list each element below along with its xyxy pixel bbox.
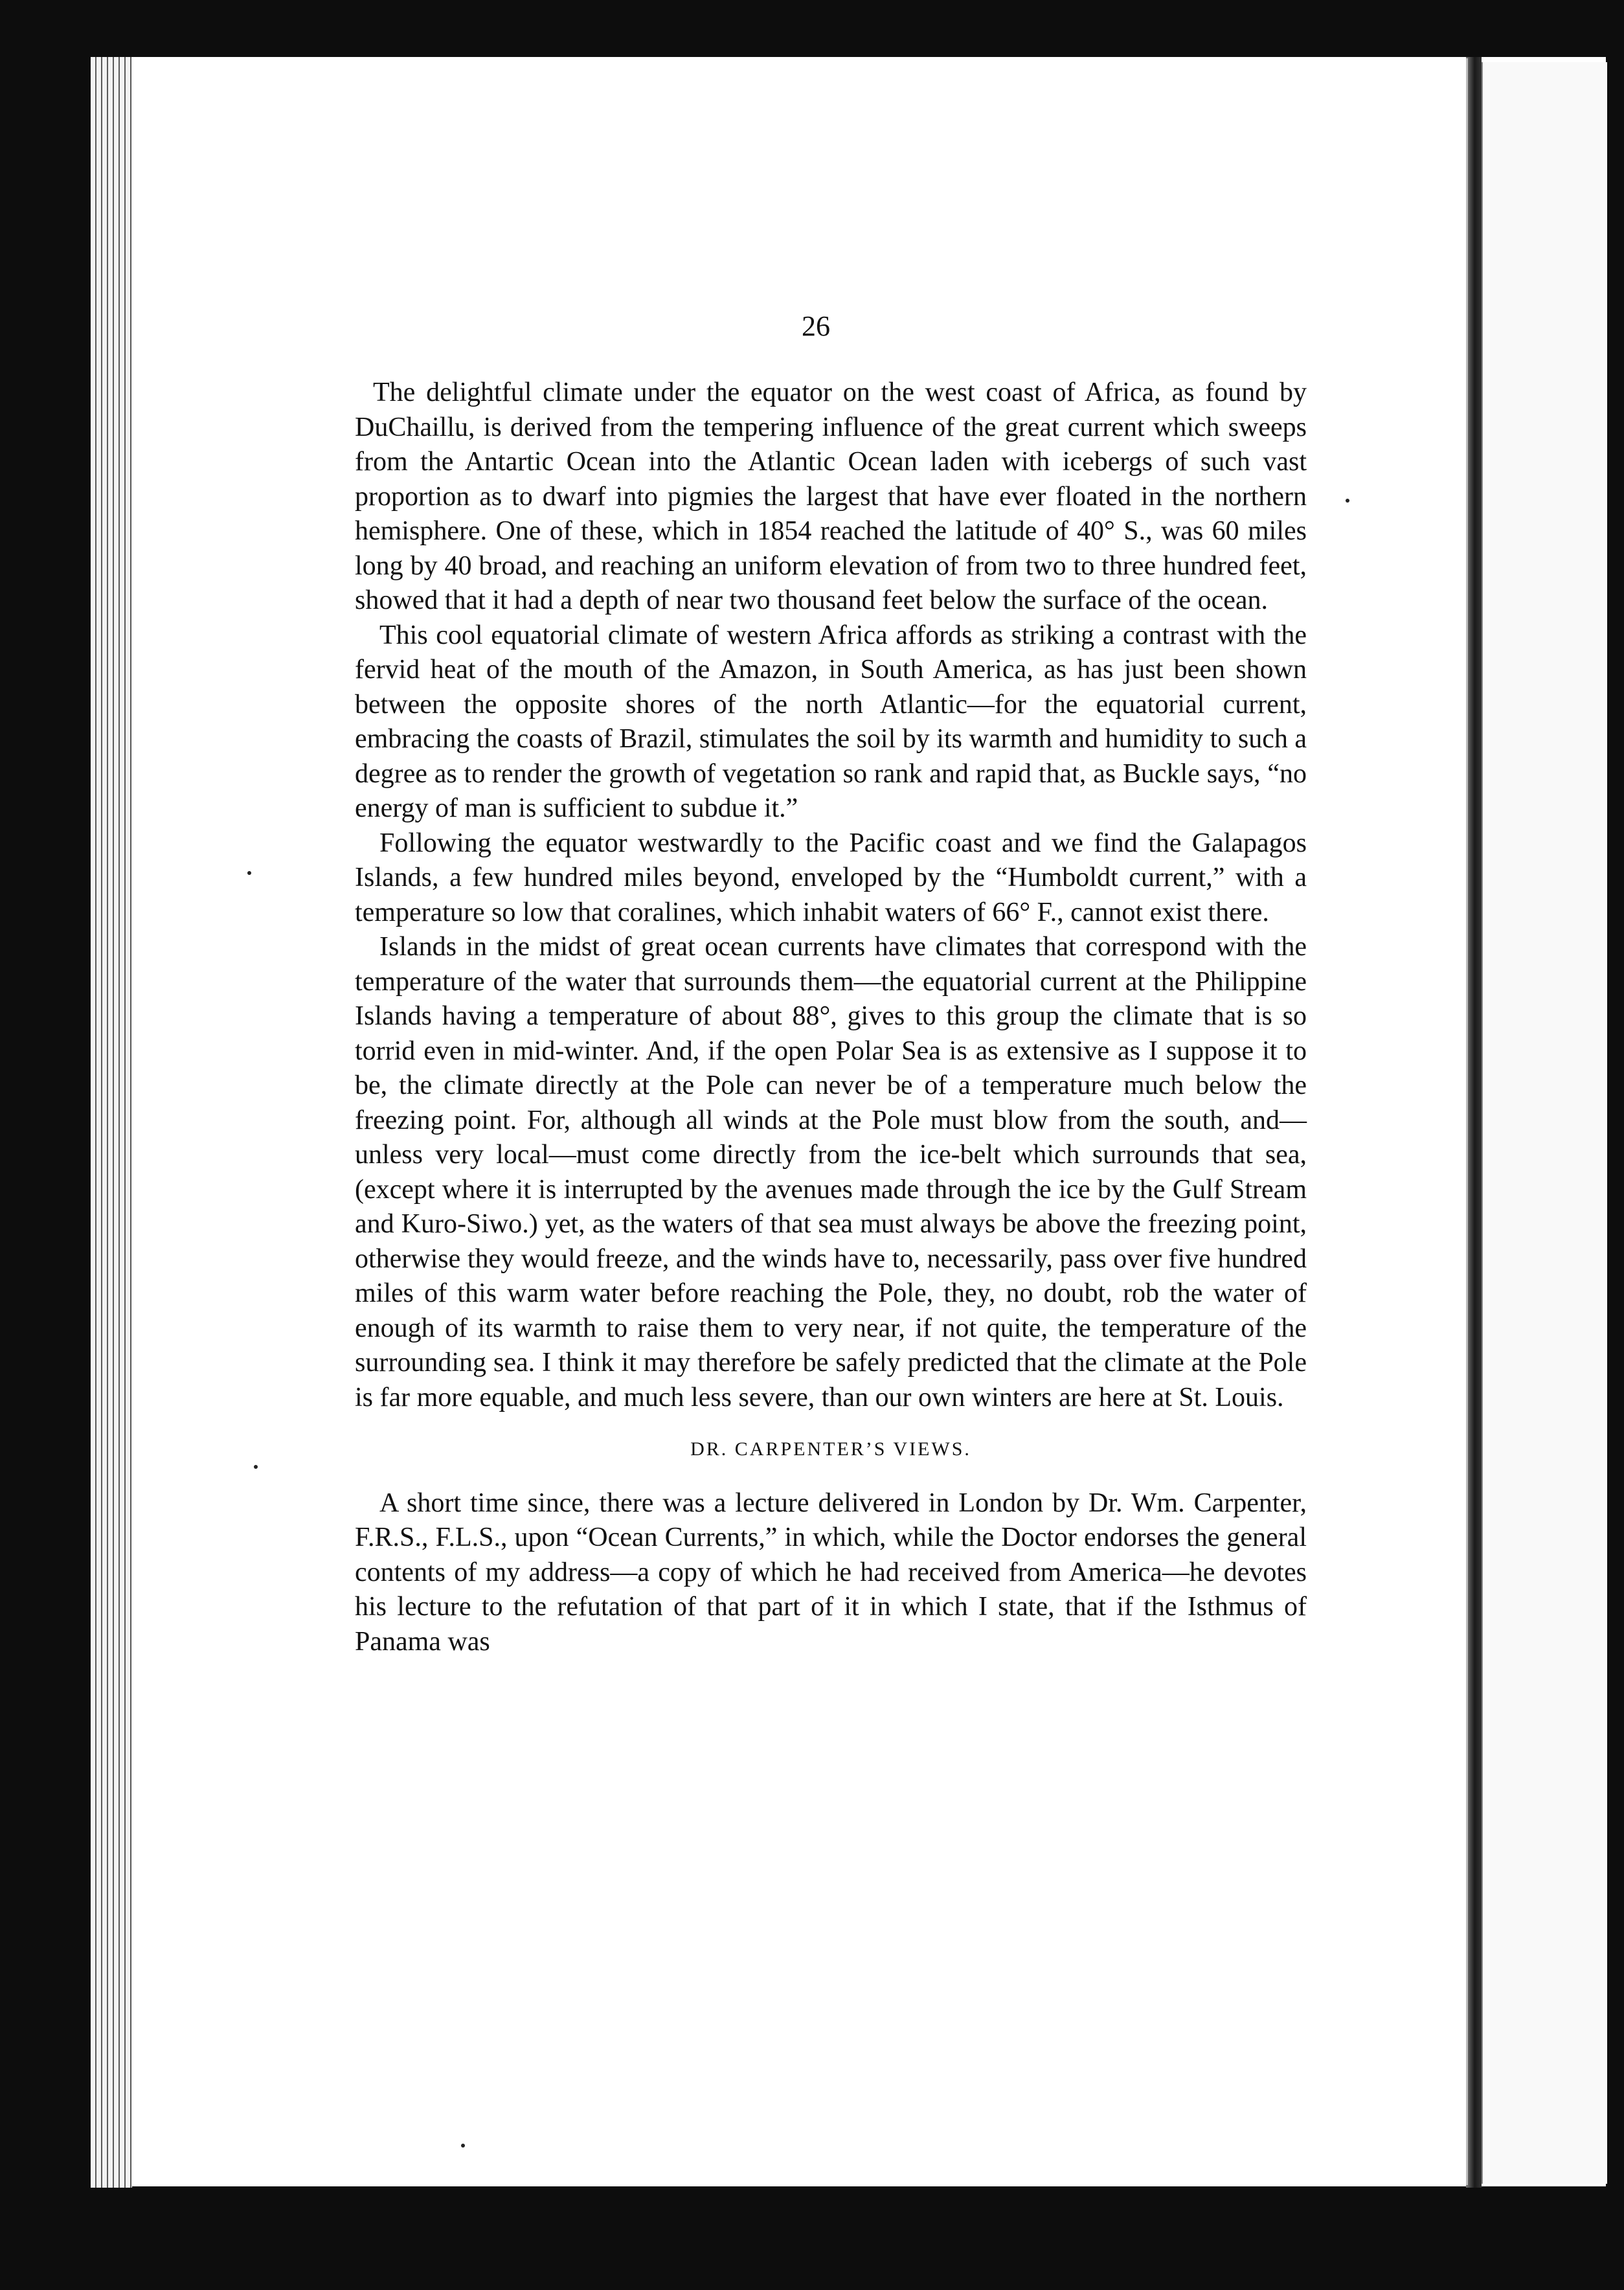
- scan-border-top: [0, 0, 1624, 57]
- page-number: 26: [802, 310, 830, 342]
- scan-speck: [461, 2144, 465, 2148]
- paragraph: A short time since, there was a lecture delivered in London by Dr. Wm. Carpenter, F.R.S., F.L.S., upon “Ocean Currents,” in which, while the Doctor endorses the general contents of my address—a copy of which he had received from America—he devotes his lecture to the refutation of that part of it in which I state, that if the Isthmus of Panama was: [355, 1488, 1307, 1657]
- paragraph: This cool equatorial climate of western Africa affords as striking a contrast with the fervid heat of the mouth of the Amazon, in South America, as has just been shown between the opposite shores of the north Atlantic—for the equatorial current, embracing the coasts of Brazil, stimulates the soil by its warmth and humidity to such a degree as to render the growth of vegetation so rank and rapid that, as Buckle says, “no energy of man is sufficient to subdue it.”: [355, 620, 1307, 823]
- scan-speck: [247, 871, 251, 875]
- scan-border-bottom: [0, 2186, 1624, 2290]
- paragraph: Islands in the midst of great ocean currents have climates that correspond with the temperature of the water that surrounds them—the equatorial current at the Philippine Islands having a temperature of about 88°, gives to this group the climate that is so torrid even in mid-winter. And, if the open Polar Sea is as extensive as I suppose it to be, the climate directly at the Pole can never be of a temperature much below the freezing point. For, although all winds at the Pole must blow from the south, and—unless very local—must come directly from the ice-belt which surrounds that sea, (except where it is interrupted by the avenues made through the ice by the Gulf Stream and Kuro-Siwo.) yet, as the waters of that sea must always be above the freezing point, otherwise they would freeze, and the winds have to, necessarily, pass over five hundred miles of this warm water before reaching the Pole, they, no doubt, rob the water of enough of its warmth to raise them to very near, if not quite, the temperature of the surrounding sea. I think it may therefore be safely predicted that the climate at the Pole is far more equable, and much less severe, than our own winters are here at St. Louis.: [355, 932, 1307, 1412]
- book-gutter: [1466, 57, 1482, 2188]
- page-body: [355, 376, 1307, 1659]
- book-page-edges: [91, 57, 132, 2188]
- scan-border-right: [1606, 0, 1624, 2290]
- scan-speck: [254, 1465, 258, 1469]
- scan-speck: [1346, 499, 1349, 503]
- paragraph: The delightful climate under the equator on the west coast of Africa, as found by DuChaillu, is derived from the tempering influence of the great current which sweeps from the Antartic Ocean into the Atlantic Ocean laden with icebergs of such vast proportion as to dwarf into pigmies the largest that have ever floated in the northern hemisphere. One of these, which in 1854 reached the latitude of 40° S., was 60 miles long by 40 broad, and reaching an uniform elevation of from two to three hundred feet, showed that it had a depth of near two thousand feet below the surface of the ocean.: [355, 378, 1307, 615]
- paragraph: Following the equator westwardly to the Pacific coast and we find the Galapagos Islands, a few hundred miles beyond, enveloped by the “Humboldt current,” with a temperature so low that coralines, which inhabit waters of 66° F., cannot exist there.: [355, 828, 1307, 927]
- scan-border-left: [0, 0, 91, 2290]
- facing-page-edge: [1482, 62, 1607, 2184]
- section-heading: DR. CARPENTER’S VIEWS.: [690, 1438, 971, 1460]
